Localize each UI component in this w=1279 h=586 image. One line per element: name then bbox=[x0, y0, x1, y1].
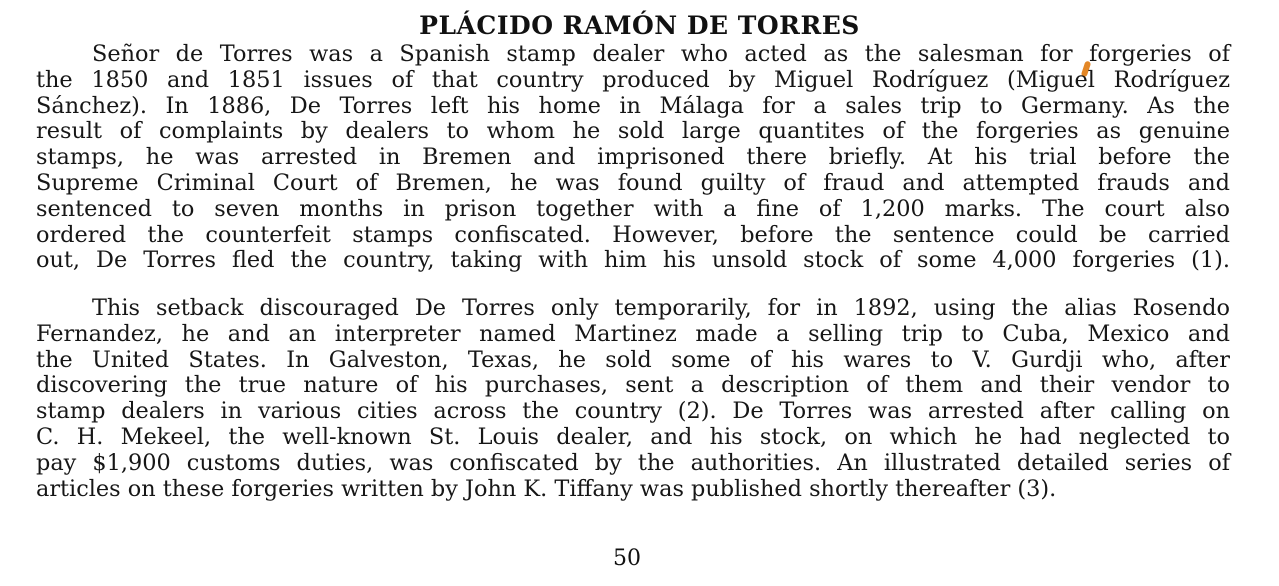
page-title: PLÁCIDO RAMÓN DE TORRES bbox=[419, 11, 860, 40]
text-line: articles on these forgeries written by John K. Tiffany was published shortly thereafter (3). bbox=[36, 475, 1057, 502]
text-line: stamp dealers in various cities across the country (2). De Torres was arrested after calling on bbox=[36, 398, 1230, 425]
text-line: pay $1,900 customs duties, was confiscated by the authorities. An illustrated detailed series of bbox=[36, 449, 1230, 476]
text-line: Sánchez). In 1886, De Torres left his home in Málaga for a sales trip to Germany. As the bbox=[36, 92, 1230, 119]
text-line: ordered the counterfeit stamps confiscated. However, before the sentence could be carried bbox=[36, 221, 1230, 248]
text-line: stamps, he was arrested in Bremen and imprisoned there briefly. At his trial before the bbox=[36, 144, 1230, 171]
text-line: out, De Torres fled the country, taking with him his unsold stock of some 4,000 forgeries (1). bbox=[36, 247, 1230, 274]
text-line: C. H. Mekeel, the well-known St. Louis dealer, and his stock, on which he had neglected to bbox=[36, 423, 1230, 450]
paragraph-2 bbox=[36, 296, 1230, 502]
page-number: 50 bbox=[613, 546, 641, 571]
text-line: discovering the true nature of his purchases, sent a description of them and their vendor to bbox=[36, 372, 1230, 399]
text-line: Fernandez, he and an interpreter named Martinez made a selling trip to Cuba, Mexico and bbox=[36, 320, 1230, 347]
text-line: Supreme Criminal Court of Bremen, he was found guilty of fraud and attempted frauds and bbox=[36, 169, 1230, 196]
text-line: sentenced to seven months in prison together with a fine of 1,200 marks. The court also bbox=[36, 195, 1230, 222]
paragraph-1 bbox=[36, 42, 1230, 274]
text-line: the United States. In Galveston, Texas, he sold some of his wares to V. Gurdji who, after bbox=[36, 346, 1230, 373]
text-line: Señor de Torres was a Spanish stamp dealer who acted as the salesman for forgeries of bbox=[92, 41, 1230, 67]
text-line: result of complaints by dealers to whom he sold large quantites of the forgeries as genuine bbox=[36, 118, 1230, 145]
text-line: This setback discouraged De Torres only temporarily, for in 1892, using the alias Rosendo bbox=[92, 295, 1230, 321]
text-line: the 1850 and 1851 issues of that country produced by Miguel Rodríguez (Miguel Rodríguez bbox=[36, 66, 1230, 93]
